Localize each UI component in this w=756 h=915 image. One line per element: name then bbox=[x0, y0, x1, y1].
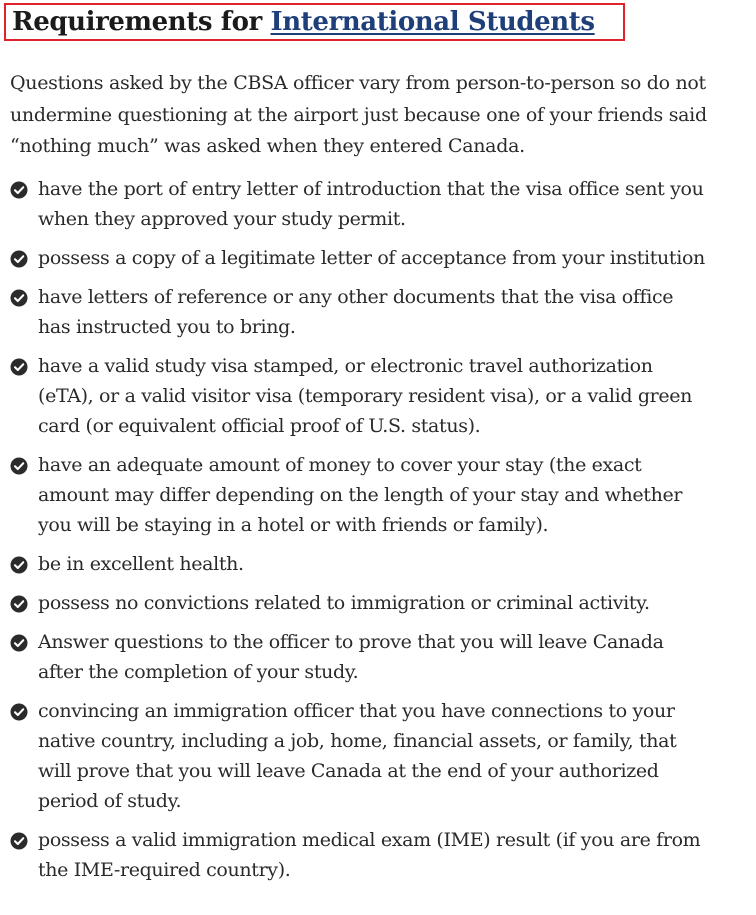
requirement-text: convincing an immigration officer that you have connections to your native country, including a job, home, financial assets, or family, that will prove that you will leave Canada at the end of your authorized period of study. bbox=[38, 700, 677, 812]
page-title bbox=[12, 5, 623, 39]
international-students-link[interactable]: International Students bbox=[270, 7, 595, 37]
intro-paragraph: Questions asked by the CBSA officer vary from person-to-person so do not undermine questioning at the airport just because one of your friends said “nothing much” was asked when they entered Canada. bbox=[10, 72, 707, 157]
list-item bbox=[10, 243, 710, 273]
check-circle-icon bbox=[10, 703, 28, 721]
list-item bbox=[10, 174, 710, 234]
list-item bbox=[10, 696, 710, 816]
highlighted-heading-box bbox=[4, 3, 625, 41]
requirement-text: possess a copy of a legitimate letter of acceptance from your institution bbox=[38, 247, 705, 269]
check-circle-icon bbox=[10, 358, 28, 376]
requirement-text: be in excellent health. bbox=[38, 553, 244, 575]
check-circle-icon bbox=[10, 634, 28, 652]
requirements-list bbox=[10, 174, 710, 894]
check-circle-icon bbox=[10, 595, 28, 613]
list-item bbox=[10, 282, 710, 342]
list-item bbox=[10, 450, 710, 540]
requirement-text: have letters of reference or any other documents that the visa office has instructed you to bring. bbox=[38, 286, 674, 338]
requirement-text: Answer questions to the officer to prove that you will leave Canada after the completion of your study. bbox=[38, 631, 664, 683]
requirement-text: possess no convictions related to immigration or criminal activity. bbox=[38, 592, 650, 614]
check-circle-icon bbox=[10, 457, 28, 475]
check-circle-icon bbox=[10, 250, 28, 268]
check-circle-icon bbox=[10, 832, 28, 850]
requirement-text: have a valid study visa stamped, or electronic travel authorization (eTA), or a valid visitor visa (temporary resident visa), or a valid green card (or equivalent official proof of U.S. status). bbox=[38, 355, 693, 437]
check-circle-icon bbox=[10, 181, 28, 199]
title-prefix: Requirements for bbox=[12, 7, 271, 37]
list-item bbox=[10, 549, 710, 579]
requirement-text: have the port of entry letter of introduction that the visa office sent you when they approved your study permit. bbox=[38, 178, 704, 230]
list-item bbox=[10, 627, 710, 687]
requirement-text: possess a valid immigration medical exam (IME) result (if you are from the IME-required country). bbox=[38, 829, 701, 881]
requirement-text: have an adequate amount of money to cover your stay (the exact amount may differ depending on the length of your stay and whether you will be staying in a hotel or with friends or family). bbox=[38, 454, 683, 536]
check-circle-icon bbox=[10, 556, 28, 574]
list-item bbox=[10, 825, 710, 885]
list-item bbox=[10, 588, 710, 618]
list-item bbox=[10, 351, 710, 441]
check-circle-icon bbox=[10, 289, 28, 307]
